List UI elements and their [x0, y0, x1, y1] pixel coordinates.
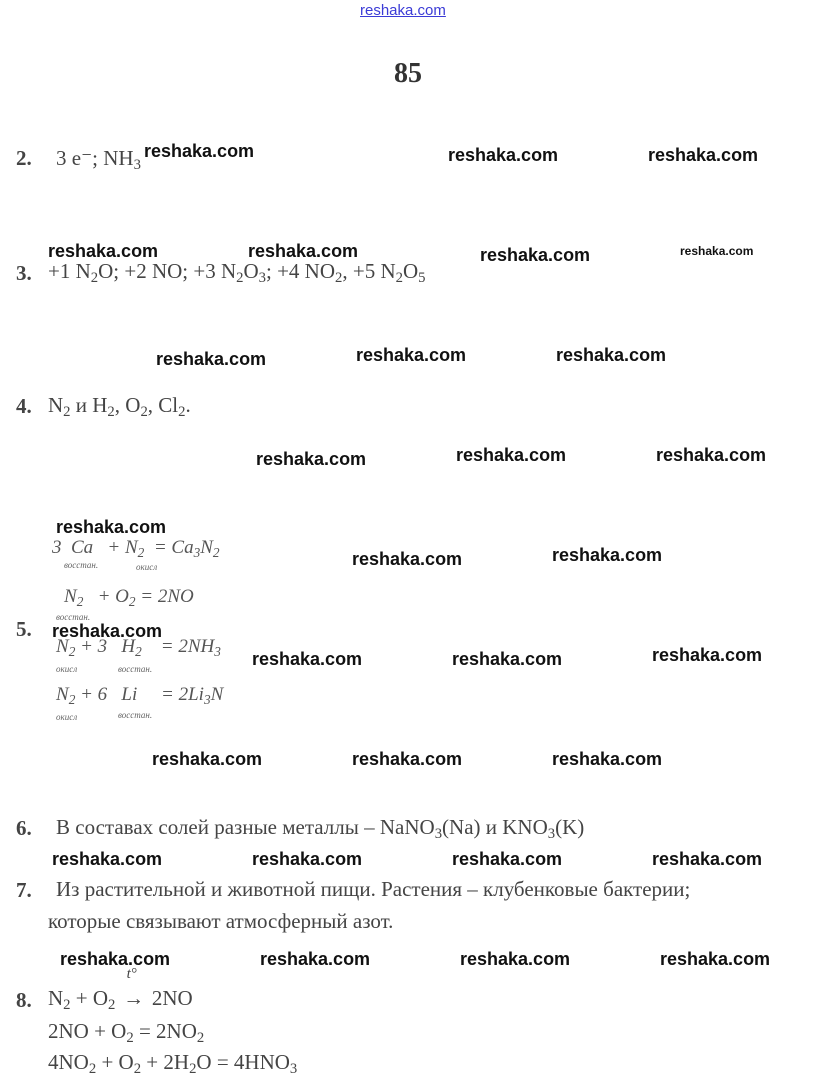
watermark: reshaka.com: [52, 849, 163, 869]
item-3-text: +1 $N_2O$; +2 NO; +3 $N_2O_3$; +4 $NO_2$, +5 $N_2O_5$: [48, 259, 426, 286]
oxidizer-label: окисл: [56, 664, 78, 674]
item-number-4: 4.: [16, 394, 32, 418]
reducer-label: восстан.: [56, 612, 91, 622]
oxidizer-label: окисл: [136, 562, 158, 572]
item-number-5: 5.: [16, 617, 32, 641]
watermark: reshaka.com: [452, 849, 563, 869]
reducer-label: восстан.: [64, 560, 99, 570]
equation-5-2: $N_2 + O_2 = 2NO$: [64, 586, 194, 609]
page-number: 85: [394, 58, 422, 89]
watermark: reshaka.com: [648, 145, 759, 165]
equation-5-3: $N_2 + 3$ $H_2$ = $2NH_3$: [56, 636, 221, 659]
equation-8-2: $2NO + O_2 = 2NO_2$: [48, 1019, 205, 1046]
watermark: reshaka.com: [248, 241, 359, 261]
watermark: reshaka.com: [552, 545, 663, 565]
reducer-label: восстан.: [118, 664, 153, 674]
item-4-text: $N_2$ и $H_2$, $O_2$, $Cl_2$.: [48, 393, 191, 420]
oxidizer-label: окисл: [56, 712, 78, 722]
watermark: reshaka.com: [456, 445, 567, 465]
watermark: reshaka.com: [660, 949, 771, 969]
watermark: reshaka.com: [552, 749, 663, 769]
equation-8-1: $N_2 + O_2$ t° → 2NO: [48, 966, 193, 1013]
reducer-label: восстан.: [118, 710, 153, 720]
watermark: reshaka.com: [152, 749, 263, 769]
equation-8-3: $4NO_2 + O_2 + 2H_2O = 4HNO_3$: [48, 1050, 298, 1077]
watermark: reshaka.com: [656, 445, 767, 465]
watermark: reshaka.com: [352, 749, 463, 769]
watermark: reshaka.com: [460, 949, 571, 969]
item-number-8: 8.: [16, 988, 32, 1012]
watermark: reshaka.com: [156, 349, 267, 369]
watermark: reshaka.com: [256, 449, 367, 469]
item-2-text: 3 e⁻; $NH_3$: [56, 146, 141, 173]
watermark: reshaka.com: [260, 949, 371, 969]
equation-5-1: 3 $Ca + N_2 = Ca_3N_2$: [52, 537, 220, 560]
watermark: reshaka.com: [352, 549, 463, 569]
item-7-text-line2: которые связывают атмосферный азот.: [48, 909, 394, 933]
item-6-text: В составах солей разные металлы – NaNO$_3$(Na) и $KNO_3(K)$: [56, 815, 585, 842]
watermark: reshaka.com: [252, 649, 363, 669]
watermark: reshaka.com: [252, 849, 363, 869]
item-number-3: 3.: [16, 261, 32, 285]
watermark: reshaka.com: [52, 621, 163, 641]
watermark: reshaka.com: [652, 645, 763, 665]
item-number-6: 6.: [16, 816, 32, 840]
item-7-text-line1: Из растительной и животной пищи. Растения – клубенковые бактерии;: [56, 877, 691, 901]
watermark: reshaka.com: [480, 245, 591, 265]
item-number-7: 7.: [16, 878, 32, 902]
watermark: reshaka.com: [56, 517, 167, 537]
watermark: reshaka.com: [448, 145, 559, 165]
watermark: reshaka.com: [60, 949, 171, 969]
watermark: reshaka.com: [452, 649, 563, 669]
watermark: reshaka.com: [48, 241, 159, 261]
heat-arrow-icon: t° →: [123, 966, 145, 1010]
equation-5-4: $N_2 + 6$ Li = $2Li_3N$: [56, 684, 224, 707]
watermark: reshaka.com: [144, 141, 255, 161]
watermark: reshaka.com: [680, 244, 754, 258]
item-number-2: 2.: [16, 146, 32, 170]
watermark: reshaka.com: [652, 849, 763, 869]
watermark: reshaka.com: [356, 345, 467, 365]
watermark: reshaka.com: [556, 345, 667, 365]
site-link-top[interactable]: reshaka.com: [360, 2, 446, 19]
